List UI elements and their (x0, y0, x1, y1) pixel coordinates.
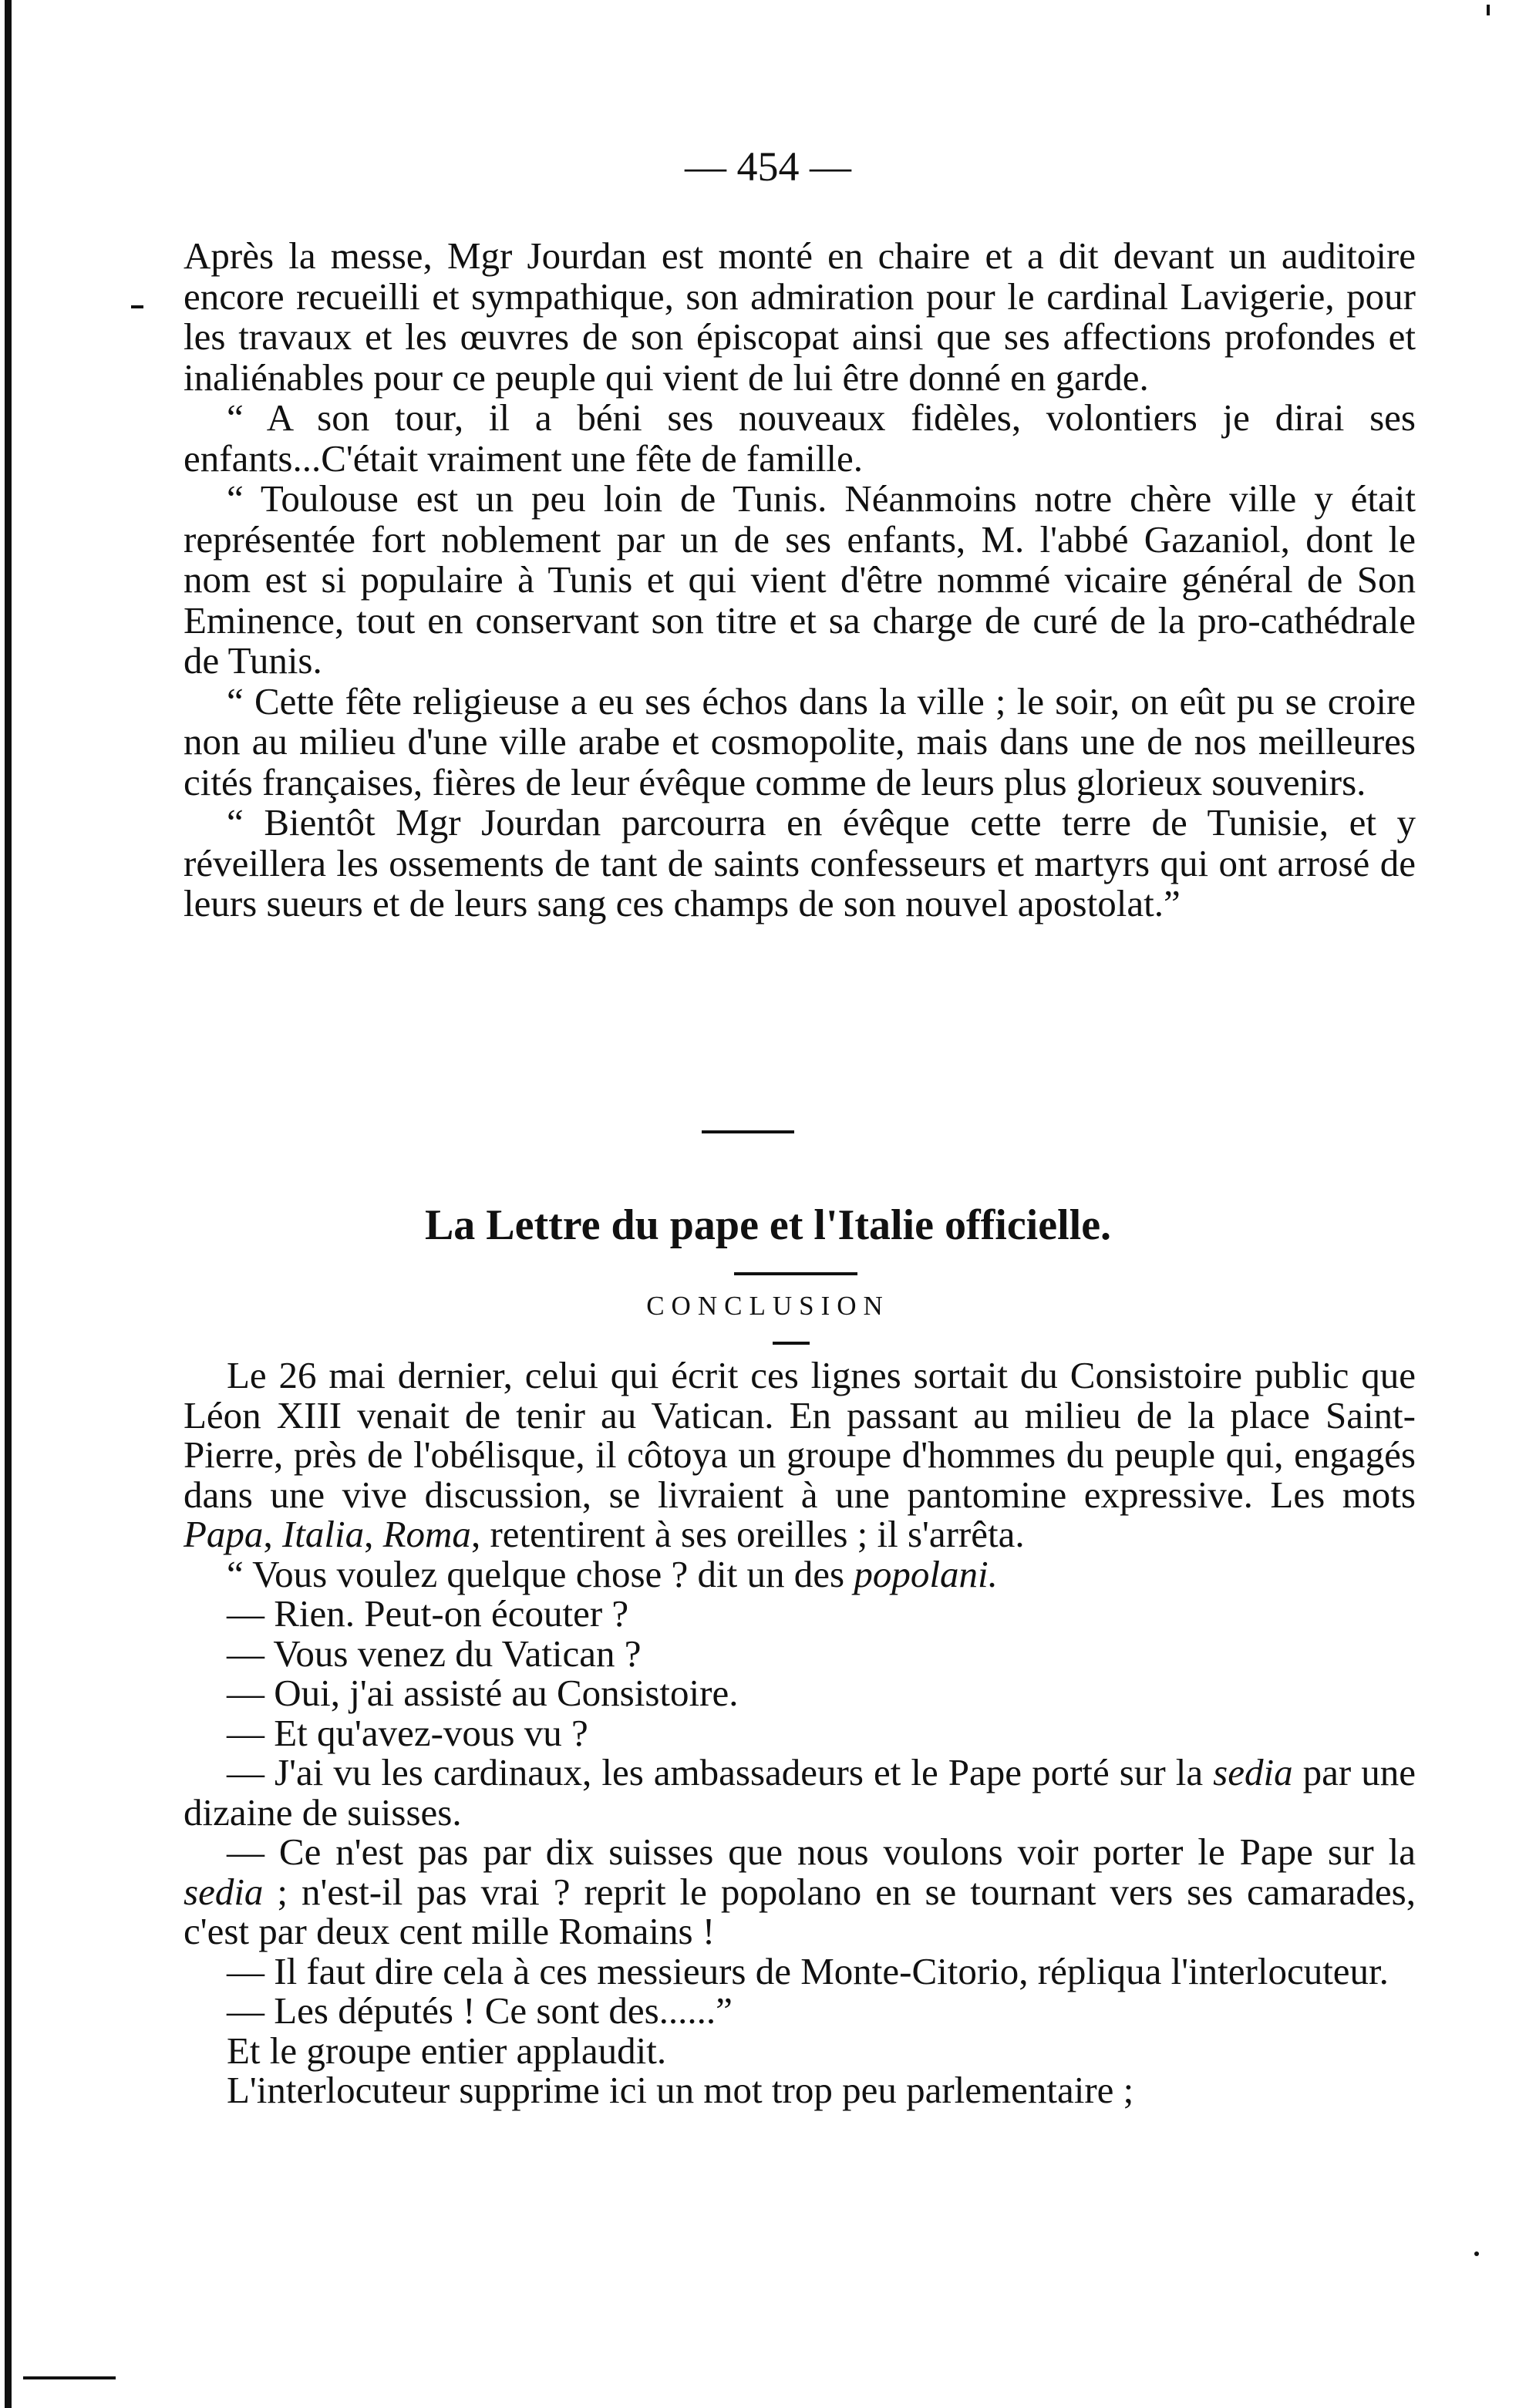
section-2-text (184, 1356, 1416, 2110)
bottom-rule (23, 2376, 116, 2379)
dialogue-line: — Rien. Peut-on écouter ? (227, 1592, 629, 1635)
paragraph: “ A son tour, il a béni ses nouveaux fidèles, volontiers je dirai ses enfants...C'était vraiment une fête de famille. (184, 396, 1416, 480)
text-run: — Ce n'est pas par dix suisses que nous voulons voir porter le Pape sur la (227, 1830, 1416, 1873)
text-run: par une dizaine de suisses. (184, 1751, 1416, 1834)
dialogue-line: — Les députés ! Ce sont des......” (227, 1989, 733, 2032)
dialogue-line (184, 1832, 1416, 1952)
margin-mark (1487, 5, 1490, 15)
italic-word-papa: Papa (184, 1513, 264, 1555)
italic-word-popolani: popolani. (854, 1552, 998, 1595)
italic-word-italia: Italia (281, 1513, 365, 1555)
text-run: — J'ai vu les cardinaux, les ambassadeurs et le Pape porté sur la (227, 1751, 1214, 1793)
paragraph (184, 1356, 1416, 1554)
margin-mark (1474, 2251, 1479, 2256)
paragraph: “ Cette fête religieuse a eu ses échos dans la ville ; le soir, on eût pu se croire non au milieu d'une ville arabe et cosmopolite, mais dans une de nos meilleures cités françaises, fières de leur évêque comme de leurs plus glorieux souvenirs. (184, 679, 1416, 803)
subtitle-rule (773, 1342, 810, 1345)
dialogue-line: — Il faut dire cela à ces messieurs de Monte-Citorio, répliqua l'interlocuteur. (227, 1949, 1389, 1992)
text-run: Le 26 mai dernier, celui qui écrit ces lignes sortait du Consistoire public que Léon XIII venait de tenir au Vatican. En passant au milieu de la place Saint-Pierre, près de l'obélisque, il côtoya un groupe d'hommes du peuple qui, engagés dans une vive discussion, se livraient à une pantomine expressive. Les mots (184, 1354, 1416, 1516)
margin-mark (131, 305, 143, 308)
dialogue-line (184, 1753, 1416, 1832)
text-run: , (263, 1513, 282, 1555)
section-subtitle: CONCLUSION (646, 1291, 890, 1321)
italic-word-sedia: sedia (1213, 1751, 1293, 1793)
section-divider (702, 1130, 794, 1133)
title-rule (734, 1272, 857, 1275)
paragraph: Après la messe, Mgr Jourdan est monté en chaire et a dit devant un auditoire encore recueilli et sympathique, son admiration pour le cardinal Lavigerie, pour les travaux et les œuvres de son épiscopat ainsi que ses affections profondes et inaliénables pour ce peuple qui vient de lui être donné en garde. (184, 234, 1416, 399)
dialogue-line: L'interlocuteur supprime ici un mot trop peu parlementaire ; (227, 2069, 1134, 2111)
dialogue-line: — Vous venez du Vatican ? (227, 1632, 642, 1675)
text-run: , (364, 1513, 383, 1555)
text-run: “ Vous voulez quelque chose ? dit un des (227, 1552, 854, 1595)
page-number: — 454 — (685, 143, 851, 190)
paragraph: “ Toulouse est un peu loin de Tunis. Néanmoins notre chère ville y était représentée fort noblement par un de ses enfants, M. l'abbé Gazaniol, dont le nom est si populaire à Tunis et qui vient d'être nommé vicaire général de Son Eminence, tout en conservant son titre et sa charge de curé de la pro-cathédrale de Tunis. (184, 477, 1416, 682)
dialogue-line (184, 1554, 1416, 1595)
text-run: , retentirent à ses oreilles ; il s'arrêta. (470, 1513, 1025, 1555)
dialogue-line: — Et qu'avez-vous vu ? (227, 1711, 588, 1754)
dialogue-line: — Oui, j'ai assisté au Consistoire. (227, 1672, 739, 1714)
section-1-text (184, 236, 1416, 924)
dialogue-line: Et le groupe entier applaudit. (227, 2029, 667, 2072)
italic-word-sedia: sedia (184, 1870, 264, 1913)
section-title: La Lettre du pape et l'Italie officielle. (424, 1201, 1112, 1249)
italic-word-roma: Roma (382, 1513, 471, 1555)
text-run: ; n'est-il pas vrai ? reprit le popolano en se tournant vers ses camarades, c'est par deux cent mille Romains ! (184, 1870, 1416, 1952)
paragraph: “ Bientôt Mgr Jourdan parcourra en évêque cette terre de Tunisie, et y réveillera les ossements de tant de saints confesseurs et martyrs qui ont arrosé de leurs sueurs et de leurs sang ces champs de son nouvel apostolat.” (184, 801, 1416, 924)
